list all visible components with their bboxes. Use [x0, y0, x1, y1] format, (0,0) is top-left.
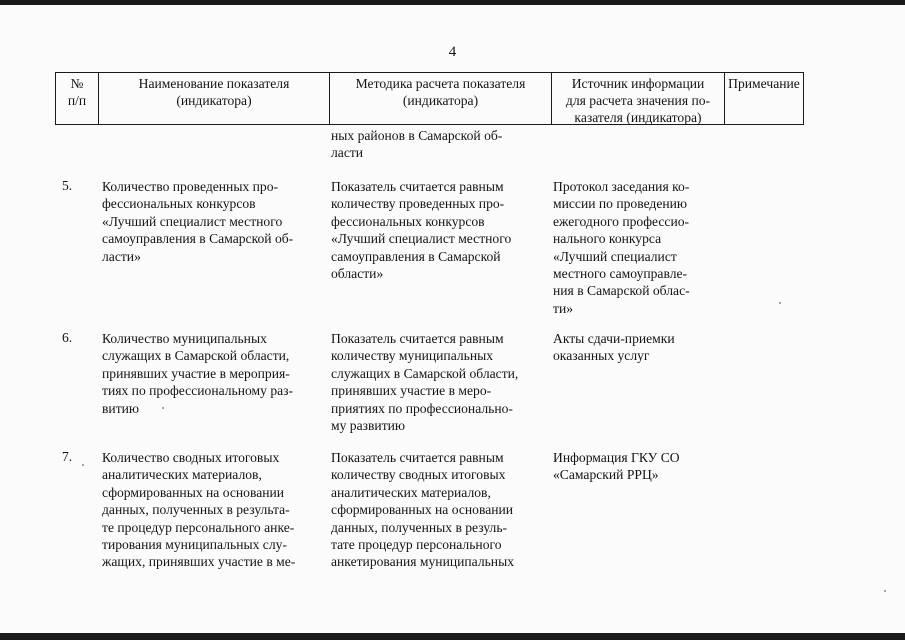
- row-6-num: 6.: [62, 330, 73, 345]
- header-name: Наименование показателя (индикатора): [98, 73, 329, 124]
- scan-border-top: [0, 0, 905, 5]
- continuation-method: ных районов в Самарской об- ласти: [331, 128, 503, 161]
- row-7-name: Количество сводных итоговых аналитических материалов, сформированных на основании данных, полученных в результа- те процедур персонального анке- тирования муниципальных слу- жащих, принявших участие в ме-: [102, 450, 296, 570]
- row-5-method: Показатель считается равным количеству проведенных про- фессиональных конкурсов «Лучший специалист местного самоуправления в Самарской области»: [331, 179, 512, 282]
- row-7-source: Информация ГКУ СО «Самарский РРЦ»: [553, 450, 680, 483]
- row-6-method: Показатель считается равным количеству муниципальных служащих в Самарской области, принявших участие в меро- приятиях по профессионально- му развитию: [331, 331, 519, 434]
- header-method: Методика расчета показателя (индикатора): [329, 73, 551, 124]
- row-6-name: Количество муниципальных служащих в Самарской области, принявших участие в мероприя- тиях по профессиональному раз- витию: [102, 331, 294, 416]
- scan-speck: [82, 464, 84, 466]
- row-5-source: Протокол заседания ко- миссии по проведению ежегодного профессио- нального конкурса «Лучший специалист местного самоуправле- ния в Самарской облас- ти»: [553, 179, 690, 316]
- header-source: Источник информации для расчета значения по- казателя (индикатора): [551, 73, 724, 124]
- scan-border-bottom: [0, 633, 905, 640]
- scan-speck: [779, 302, 781, 304]
- row-7-method: Показатель считается равным количеству сводных итоговых аналитических материалов, сформированных на основании данных, полученных в резуль- тате процедур персонального анкетирования муниципальных: [331, 450, 515, 570]
- page-number: 4: [448, 44, 457, 60]
- row-6-source: Акты сдачи-приемки оказанных услуг: [553, 331, 675, 364]
- header-num: № п/п: [67, 76, 87, 108]
- header-note: Примечание: [724, 73, 803, 124]
- scan-speck: [884, 590, 886, 592]
- row-7-num: 7.: [62, 449, 73, 464]
- table-header: [55, 72, 804, 125]
- row-5-name: Количество проведенных про- фессиональных конкурсов «Лучший специалист местного самоуправления в Самарской об- ласти»: [102, 179, 294, 264]
- row-5-num: 5.: [62, 178, 73, 193]
- scan-speck: [162, 407, 164, 409]
